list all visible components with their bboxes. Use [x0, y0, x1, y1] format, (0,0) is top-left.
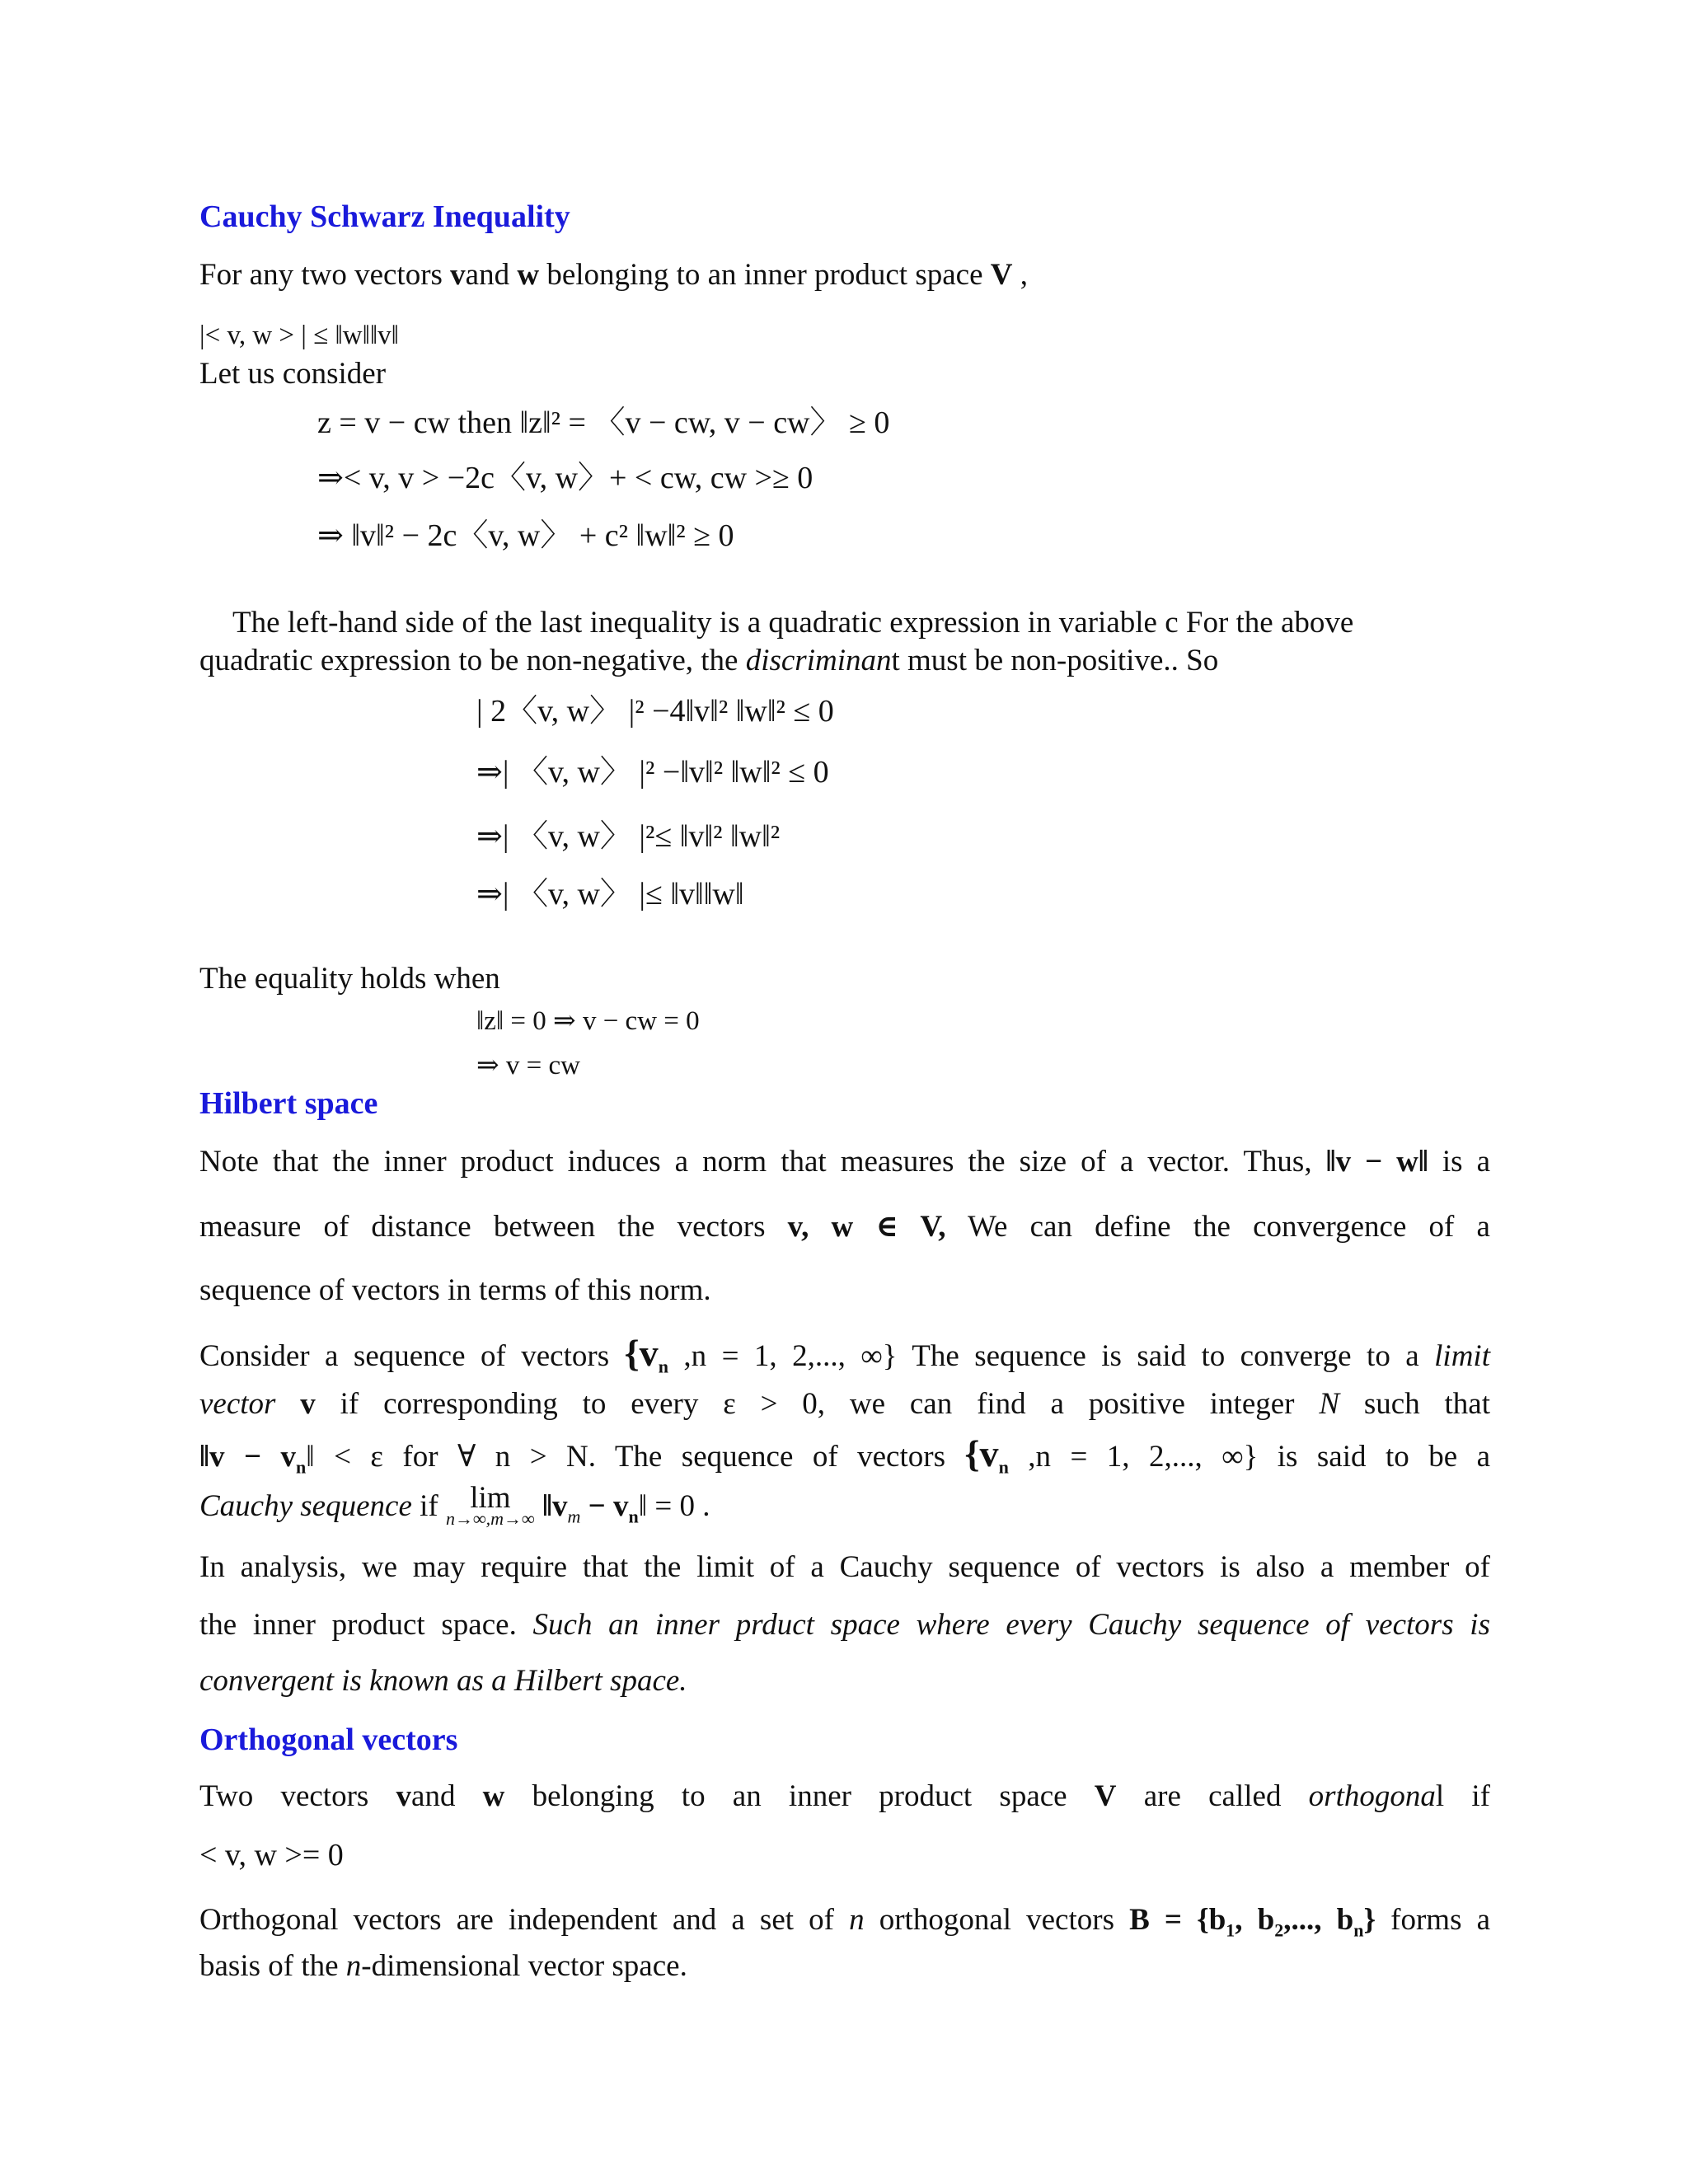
equation-1: z = v − cw then ‖z‖² = 〈v − cw, v − cw〉 ≥ 0	[317, 405, 890, 440]
equation-2: ⇒< v, v > −2c〈v, w〉+ < cw, cw >≥ 0	[317, 461, 814, 495]
hilbert-p2-line3: ‖v − $v_n‖ < \varepsilon$ for ∀ n > N. The sequence of vectors {$v_n$ ,n = 1, 2,..., ∞} is said to be a	[199, 1432, 1490, 1478]
orthogonal-p2-line2: basis of the n-dimensional vector space.	[199, 1949, 687, 1983]
discriminant-para-line1: The left-hand side of the last inequality is a quadratic expression in variable c For the above	[232, 606, 1354, 640]
hilbert-p3-line2: the inner product space. Such an inner prduct space where every Cauchy sequence of vectors is	[199, 1608, 1490, 1642]
equation-9: ⇒ v = cw	[476, 1051, 580, 1080]
orthogonal-p2-line1: Orthogonal vectors are independent and a set of n orthogonal vectors $B = \{b_1$, $b_2$,..., $b_n$} forms a	[199, 1903, 1491, 1941]
heading-orthogonal-vectors: Orthogonal vectors	[199, 1722, 458, 1757]
orthogonal-condition: < v, w >= 0	[199, 1838, 344, 1872]
equation-7: ⇒| 〈v, w〉 |≤ ‖v‖‖w‖	[476, 877, 744, 912]
hilbert-p1-line2: measure of distance between the vectors v, w ∈ V, We can define the convergence of a	[199, 1210, 1490, 1244]
hilbert-p2-line2: vector v if corresponding to every ε > 0, we can find a positive integer N such that	[199, 1387, 1491, 1421]
cauchy-statement: |< v, w > | ≤ ‖w‖‖v‖	[199, 321, 399, 350]
hilbert-p1-line3: sequence of vectors in terms of this norm.	[199, 1273, 711, 1307]
let-us-consider: Let us consider	[199, 357, 387, 391]
cauchy-intro: For any two vectors vand w belonging to an inner product space V ,	[199, 258, 1028, 292]
heading-hilbert-space: Hilbert space	[199, 1086, 378, 1121]
hilbert-p1-line1: Note that the inner product induces a norm that measures the size of a vector. Thus, ‖v − w‖ is a	[199, 1145, 1490, 1179]
equality-holds-text: The equality holds when	[199, 962, 500, 996]
hilbert-p2-line1: Consider a sequence of vectors {$v_n$ ,n = 1, 2,..., ∞} The sequence is said to converge to a limit	[199, 1332, 1490, 1377]
discriminant-para-line2: quadratic expression to be non-negative, the discriminant must be non-positive.. So	[199, 644, 1219, 677]
orthogonal-p1-line1: Two vectors vand w belonging to an inner product space V are called orthogonal if	[199, 1779, 1490, 1813]
heading-cauchy-schwarz: Cauchy Schwarz Inequality	[199, 199, 570, 234]
hilbert-p3-line1: In analysis, we may require that the limit of a Cauchy sequence of vectors is also a member of	[199, 1550, 1490, 1584]
equation-5: ⇒| 〈v, w〉 |² −‖v‖² ‖w‖² ≤ 0	[476, 755, 829, 790]
equation-3: ⇒ ‖v‖² − 2c〈v, w〉 + c² ‖w‖² ≥ 0	[317, 518, 734, 553]
equation-4: | 2〈v, w〉 |² −4‖v‖² ‖w‖² ≤ 0	[476, 694, 834, 729]
hilbert-p3-line3: convergent is known as a Hilbert space.	[199, 1664, 687, 1698]
hilbert-p2-line4: Cauchy sequence if lim n→∞,m→∞ $‖v_m$ − $v_n‖ = 0$ .	[199, 1481, 710, 1529]
limit-operator: lim n→∞,m→∞	[445, 1481, 535, 1529]
equation-6: ⇒| 〈v, w〉 |²≤ ‖v‖² ‖w‖²	[476, 819, 781, 854]
equation-8: ‖z‖ = 0 ⇒ v − cw = 0	[476, 1006, 700, 1036]
